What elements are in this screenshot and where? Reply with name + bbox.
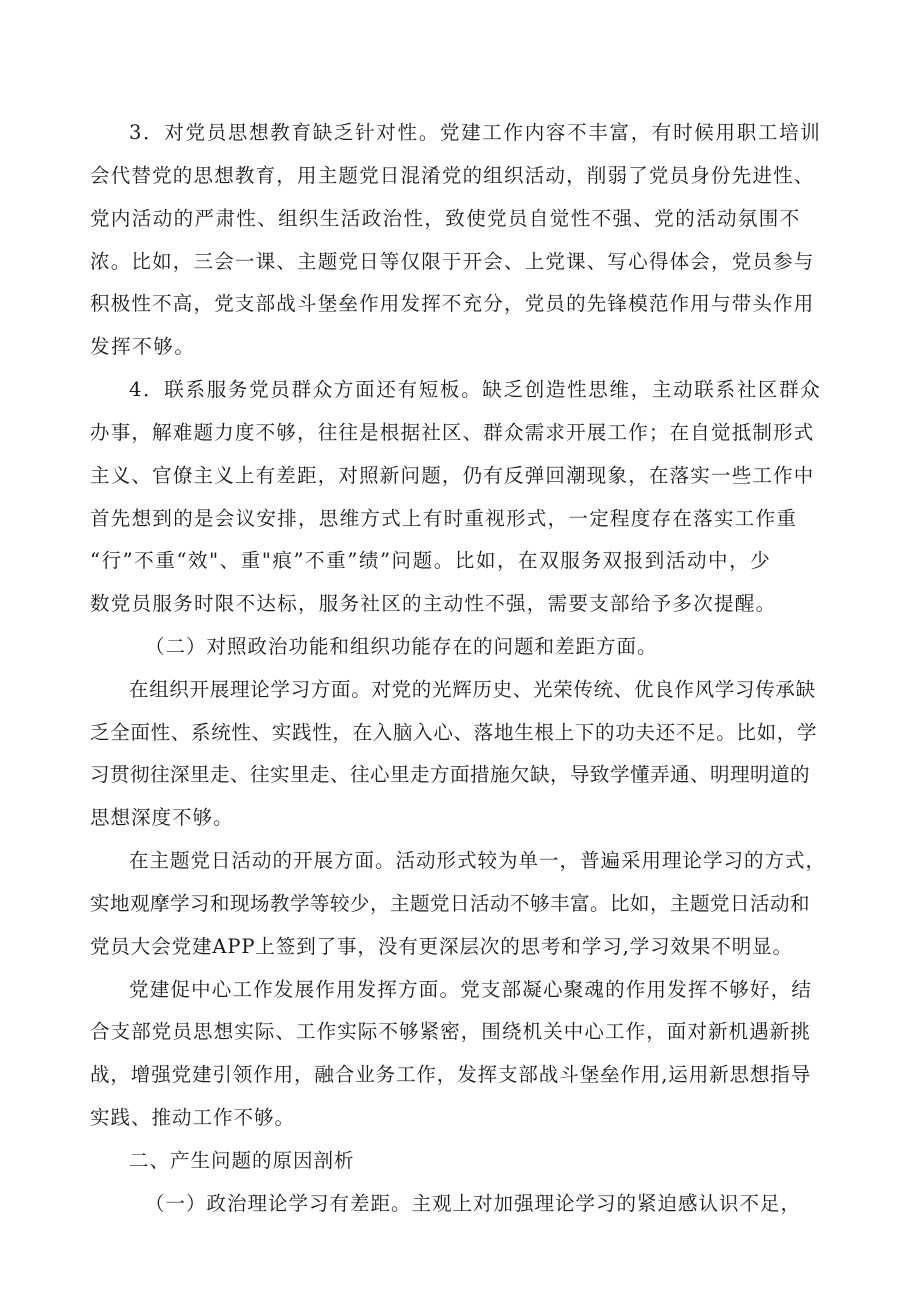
- text-line: “行”不重“效"、重"痕”不重”绩”问题。比如，在双服务双报到活动中，少: [90, 549, 772, 572]
- text-line: 浓。比如，三会一课、主题党日等仅限于开会、上党课、写心得体会，党员参与: [90, 250, 815, 273]
- text-line: 发挥不够。: [90, 335, 196, 358]
- text-line: 在主题党日活动的开展方面。活动形式较为单一，普遍采用理论学习的方式，: [129, 849, 827, 872]
- text-line: 合支部党员思想实际、工作实际不够紧密，围绕机关中心工作，面对新机遇新挑: [90, 1020, 812, 1043]
- text-line: 习贯彻往深里走、往实里走、往心里走方面措施欠缺，导致学懂弄通、明理明道的: [90, 763, 811, 786]
- text-line: 数党员服务时限不达标，服务社区的主动性不强，需要支部给予多次提醒。: [90, 592, 777, 615]
- text-line: 办事，解难题力度不够，往往是根据社区、群众需求开展工作；在自觉抵制形式: [90, 421, 815, 444]
- text-line: 战，增强党建引领作用，融合业务工作，发挥支部战斗堡垒作用,运用新思想指导: [90, 1063, 812, 1086]
- text-line: 主义、官僚主义上有差距，对照新问题，仍有反弹回潮现象，在落实一些工作中: [90, 464, 815, 487]
- text-line: 实践、推动工作不够。: [90, 1106, 296, 1129]
- text-line: 积极性不高，党支部战斗堡垒作用发挥不充分，党员的先锋模范作用与带头作用: [90, 292, 815, 315]
- text-line: 乏全面性、系统性、实践性，在入脑入心、落地生根上下的功夫还不足。比如，学: [90, 721, 818, 744]
- text-line: 在组织开展理论学习方面。对党的光辉历史、光荣传统、优良作风学习传承缺: [129, 678, 816, 701]
- text-line: 实地观摩学习和现场教学等较少，主题党日活动不够丰富。比如，主题党日活动和: [90, 892, 811, 915]
- text-line: 思想深度不够。: [90, 806, 234, 829]
- text-line: 党员大会党建APP上签到了事，没有更深层次的思考和学习,学习效果不明显。: [90, 935, 793, 958]
- text-line: 党建促中心工作发展作用发挥方面。党支部凝心聚魂的作用发挥不够好，结: [129, 978, 813, 1001]
- text-line: 4．联系服务党员群众方面还有短板。缺乏创造性思维，主动联系社区群众: [129, 378, 822, 401]
- text-line: 党内活动的严肃性、组织生活政治性，致使党员自觉性不强、党的活动氛围不: [90, 207, 801, 230]
- text-line: （一）政治理论学习有差距。主观上对加强理论学习的紧迫感认识不足，: [145, 1192, 802, 1215]
- section-heading: 二、产生问题的原因剖析: [129, 1149, 355, 1172]
- text-line: 首先想到的是会议安排，思维方式上有时重视形式，一定程度存在落实工作重: [90, 507, 798, 530]
- text-line: 3．对党员思想教育缺乏针对性。党建工作内容不丰富，有时候用职工培训: [129, 121, 822, 144]
- text-line: 会代替党的思想教育，用主题党日混淆党的组织活动，削弱了党员身份先进性、: [90, 164, 815, 187]
- section-heading: （二）对照政治功能和组织功能存在的问题和差距方面。: [145, 635, 658, 658]
